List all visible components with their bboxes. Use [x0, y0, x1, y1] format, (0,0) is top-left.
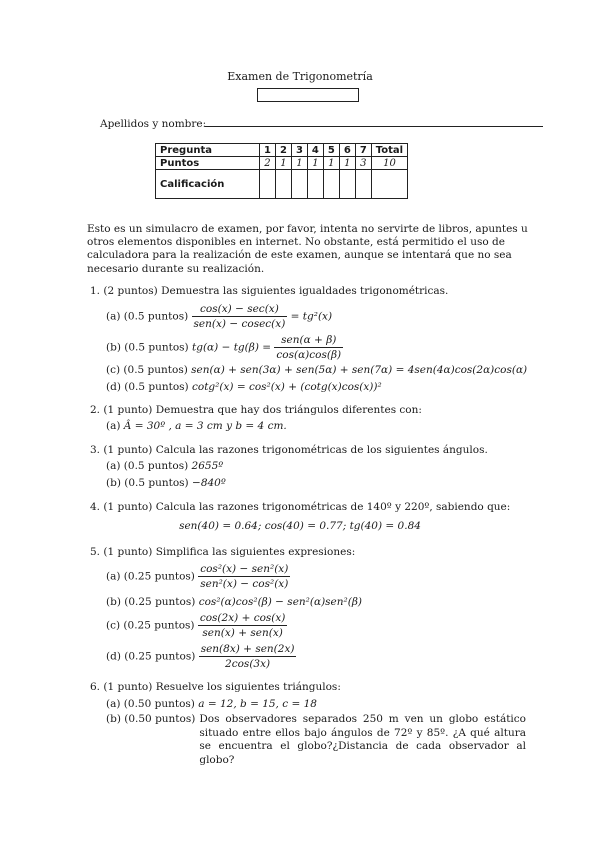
question-1a — [106, 302, 332, 331]
question-4-title: 4. (1 punto) Calcula las razones trigonométricas de 140º y 220º, sabiendo que: — [90, 501, 511, 513]
grade-cell[interactable] — [323, 170, 339, 199]
expression: = tg²(x) — [290, 310, 333, 323]
grade-cell[interactable] — [291, 170, 307, 199]
name-label: Apellidos y nombre: — [100, 118, 207, 130]
name-field-line[interactable] — [205, 126, 543, 127]
title-box — [257, 88, 359, 102]
numerator: cos²(x) − sen²(x) — [200, 563, 289, 575]
question-2-title: 2. (1 punto) Demuestra que hay dos triángulos diferentes con: — [90, 404, 422, 416]
fraction — [192, 302, 288, 331]
question-5d — [106, 642, 296, 671]
grade-cell[interactable] — [275, 170, 291, 199]
grade-cell[interactable] — [371, 170, 407, 199]
fraction — [199, 642, 297, 671]
item-label: (b) (0.25 puntos) — [106, 596, 196, 608]
item-label: (c) (0.5 puntos) — [106, 364, 188, 376]
question-1b — [106, 333, 343, 362]
points-cell: 1 — [323, 157, 339, 170]
item-label: (a) (0.5 puntos) — [106, 460, 189, 472]
points-cell: 1 — [275, 157, 291, 170]
question-3-title: 3. (1 punto) Calcula las razones trigonométricas de los siguientes ángulos. — [90, 444, 488, 456]
denominator: cos(α)cos(β) — [276, 349, 342, 361]
numerator: cos(x) − sec(x) — [192, 302, 288, 317]
question-5c — [106, 611, 287, 640]
table-header: Pregunta — [156, 144, 260, 157]
question-5b — [106, 595, 362, 609]
item-label: (a) (0.25 puntos) — [106, 570, 195, 583]
question-2a — [106, 419, 287, 433]
denominator: 2cos(3x) — [225, 658, 271, 670]
question-6b — [106, 713, 526, 767]
question-5a — [106, 562, 290, 591]
points-cell: 10 — [371, 157, 407, 170]
points-cell: 2 — [260, 157, 276, 170]
expression: sen(α) + sen(3α) + sen(5α) + sen(7α) = 4sen(4α)cos(2α)cos(α) — [191, 364, 528, 376]
exam-title: Examen de Trigonometría — [227, 70, 373, 83]
numerator: sen(8x) + sen(2x) — [200, 643, 295, 655]
points-cell: 1 — [291, 157, 307, 170]
table-header: 2 — [275, 144, 291, 157]
numerator: cos(2x) + cos(x) — [199, 612, 286, 624]
fraction — [198, 611, 288, 640]
question-4-formula: sen(40) = 0.64; cos(40) = 0.77; tg(40) = 0.84 — [179, 520, 421, 532]
points-cell: 1 — [339, 157, 355, 170]
question-1d — [106, 380, 382, 394]
item-label: (b) (0.5 puntos) — [106, 341, 189, 354]
item-label: (a) (0.50 puntos) — [106, 698, 195, 710]
table-header: 7 — [355, 144, 371, 157]
question-6-title: 6. (1 punto) Resuelve los siguientes triángulos: — [90, 681, 341, 693]
expression: −840º — [192, 477, 226, 489]
grade-cell[interactable] — [260, 170, 276, 199]
table-header: 3 — [291, 144, 307, 157]
item-label: (b) (0.50 puntos) — [106, 713, 196, 725]
item-label: (d) (0.25 puntos) — [106, 650, 196, 663]
item-label: (a) (0.5 puntos) — [106, 310, 189, 323]
expression: a = 12, b = 15, c = 18 — [198, 698, 317, 710]
table-header: Total — [371, 144, 407, 157]
question-6a — [106, 697, 317, 711]
table-header: 4 — [307, 144, 323, 157]
question-3b — [106, 476, 226, 490]
expression: 2655º — [191, 460, 224, 472]
points-cell: 3 — [355, 157, 371, 170]
grade-cell[interactable] — [355, 170, 371, 199]
item-label: (a) — [106, 420, 121, 432]
grade-cell[interactable] — [307, 170, 323, 199]
table-header: 6 — [339, 144, 355, 157]
table-header: 1 — [260, 144, 276, 157]
item-label: (b) (0.5 puntos) — [106, 477, 189, 489]
denominator: sen(x) − cosec(x) — [193, 318, 286, 330]
fraction — [274, 333, 343, 362]
fraction — [198, 562, 290, 591]
item-label: (d) (0.5 puntos) — [106, 381, 189, 393]
denominator: sen(x) + sen(x) — [202, 627, 283, 639]
expression: Â = 30º , a = 3 cm y b = 4 cm. — [123, 420, 287, 432]
question-6b-text: Dos observadores separados 250 m ven un globo estático situado entre ellos bajo ángulos de 72º y 85º. ¿A qué altura se encuentra el globo?¿Distancia de cada observador al globo? — [199, 713, 526, 766]
expression: cotg²(x) = cos²(x) + (cotg(x)cos(x))² — [192, 381, 382, 393]
grade-cell[interactable] — [339, 170, 355, 199]
question-3a — [106, 459, 223, 473]
grade-label: Calificación — [156, 170, 260, 199]
points-label: Puntos — [156, 157, 260, 170]
expression: tg(α) − tg(β) = — [192, 341, 272, 354]
score-table — [155, 143, 408, 199]
item-label: (c) (0.25 puntos) — [106, 619, 195, 632]
numerator: sen(α + β) — [274, 333, 343, 348]
table-header: 5 — [323, 144, 339, 157]
question-1c — [106, 363, 527, 377]
points-cell: 1 — [307, 157, 323, 170]
intro-paragraph: Esto es un simulacro de examen, por favor, intenta no servirte de libros, apuntes u otros elementos disponibles en internet. No obstante, está permitido el uso de calculadora para la realización de este examen, aunque se intentará que no sea necesario durante su realización. — [87, 223, 528, 275]
denominator: sen²(x) − cos²(x) — [200, 578, 289, 590]
expression: cos²(α)cos²(β) − sen²(α)sen²(β) — [198, 596, 363, 608]
question-5-title: 5. (1 punto) Simplifica las siguientes expresiones: — [90, 546, 356, 558]
question-1-title: 1. (2 puntos) Demuestra las siguientes igualdades trigonométricas. — [90, 285, 449, 297]
